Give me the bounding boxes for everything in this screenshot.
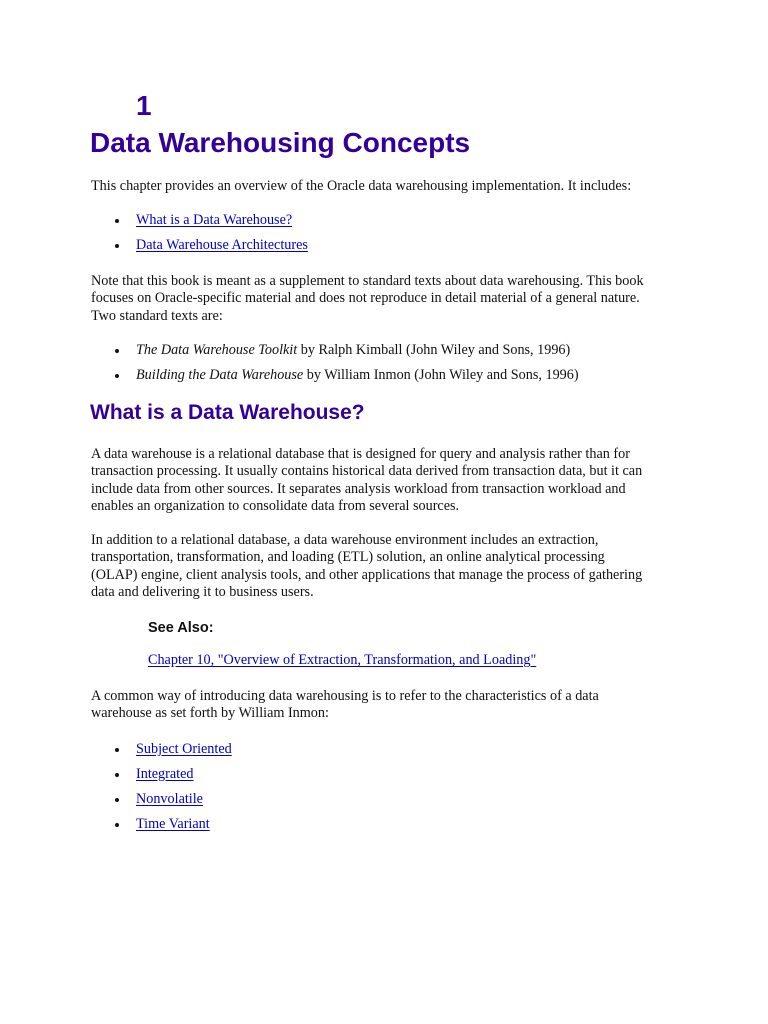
paragraph-line: A common way of introducing data warehousing is to refer to the characteristics of a data — [91, 688, 599, 704]
note-line: Note that this book is meant as a supplement to standard texts about data warehousing. This book — [91, 273, 644, 289]
paragraph-line: A data warehouse is a relational database that is designed for query and analysis rather than for — [91, 446, 630, 462]
link-chapter-10[interactable]: Chapter 10, "Overview of Extraction, Transformation, and Loading" — [148, 652, 537, 668]
link-what-is-data-warehouse[interactable]: What is a Data Warehouse? — [136, 212, 293, 228]
note-line: Two standard texts are: — [91, 307, 223, 324]
bullet-icon — [115, 374, 119, 378]
see-also-link-container — [148, 652, 536, 669]
list-item — [91, 212, 308, 229]
characteristics-list — [91, 741, 232, 833]
paragraph-line: include data from other sources. It separates analysis workload from transaction workload and — [91, 480, 626, 497]
chapter-title: Data Warehousing Concepts — [90, 127, 471, 158]
link-nonvolatile[interactable]: Nonvolatile — [136, 791, 203, 807]
bullet-icon — [115, 823, 119, 827]
standard-texts-list — [91, 342, 579, 384]
see-also-label: See Also: — [148, 620, 214, 636]
list-item — [91, 237, 308, 254]
section-title: What is a Data Warehouse? — [90, 401, 365, 424]
book-citation: by William Inmon (John Wiley and Sons, 1996) — [303, 367, 579, 383]
definition-paragraph — [91, 446, 691, 515]
bullet-icon — [115, 244, 119, 248]
inmon-paragraph — [91, 688, 691, 723]
environment-paragraph — [91, 532, 691, 601]
paragraph-line: In addition to a relational database, a data warehouse environment includes an extraction, — [91, 532, 599, 548]
link-integrated[interactable]: Integrated — [136, 766, 194, 782]
paragraph-line: transportation, transformation, and loading (ETL) solution, an online analytical processing — [91, 549, 605, 566]
paragraph-line: (OLAP) engine, client analysis tools, and other applications that manage the process of gathering — [91, 566, 643, 583]
paragraph-line: data and delivering it to business users. — [91, 583, 314, 600]
intro-link-list — [91, 212, 308, 254]
book-title: Building the Data Warehouse — [136, 367, 304, 383]
bullet-icon — [115, 349, 119, 353]
link-data-warehouse-architectures[interactable]: Data Warehouse Architectures — [136, 237, 308, 253]
list-item — [91, 816, 232, 833]
note-paragraph — [91, 273, 691, 325]
link-time-variant[interactable]: Time Variant — [136, 816, 210, 832]
list-item — [91, 367, 579, 384]
bullet-icon — [115, 798, 119, 802]
note-line: focuses on Oracle-specific material and does not reproduce in detail material of a general nature. — [91, 290, 640, 307]
list-item — [91, 791, 232, 808]
paragraph-line: warehouse as set forth by William Inmon: — [91, 705, 329, 722]
paragraph-line: transaction processing. It usually contains historical data derived from transaction data, but it can — [91, 463, 643, 480]
intro-paragraph — [91, 178, 691, 195]
list-item — [91, 766, 232, 783]
paragraph-line: enables an organization to consolidate data from several sources. — [91, 497, 460, 514]
bullet-icon — [115, 219, 119, 223]
chapter-number: 1 — [136, 90, 152, 121]
book-title: The Data Warehouse Toolkit — [136, 342, 298, 358]
book-citation: by Ralph Kimball (John Wiley and Sons, 1996) — [297, 342, 571, 358]
list-item — [91, 342, 579, 359]
link-subject-oriented[interactable]: Subject Oriented — [136, 741, 232, 757]
bullet-icon — [115, 748, 119, 752]
list-item — [91, 741, 232, 758]
intro-text: This chapter provides an overview of the Oracle data warehousing implementation. It includes: — [91, 178, 632, 194]
bullet-icon — [115, 773, 119, 777]
